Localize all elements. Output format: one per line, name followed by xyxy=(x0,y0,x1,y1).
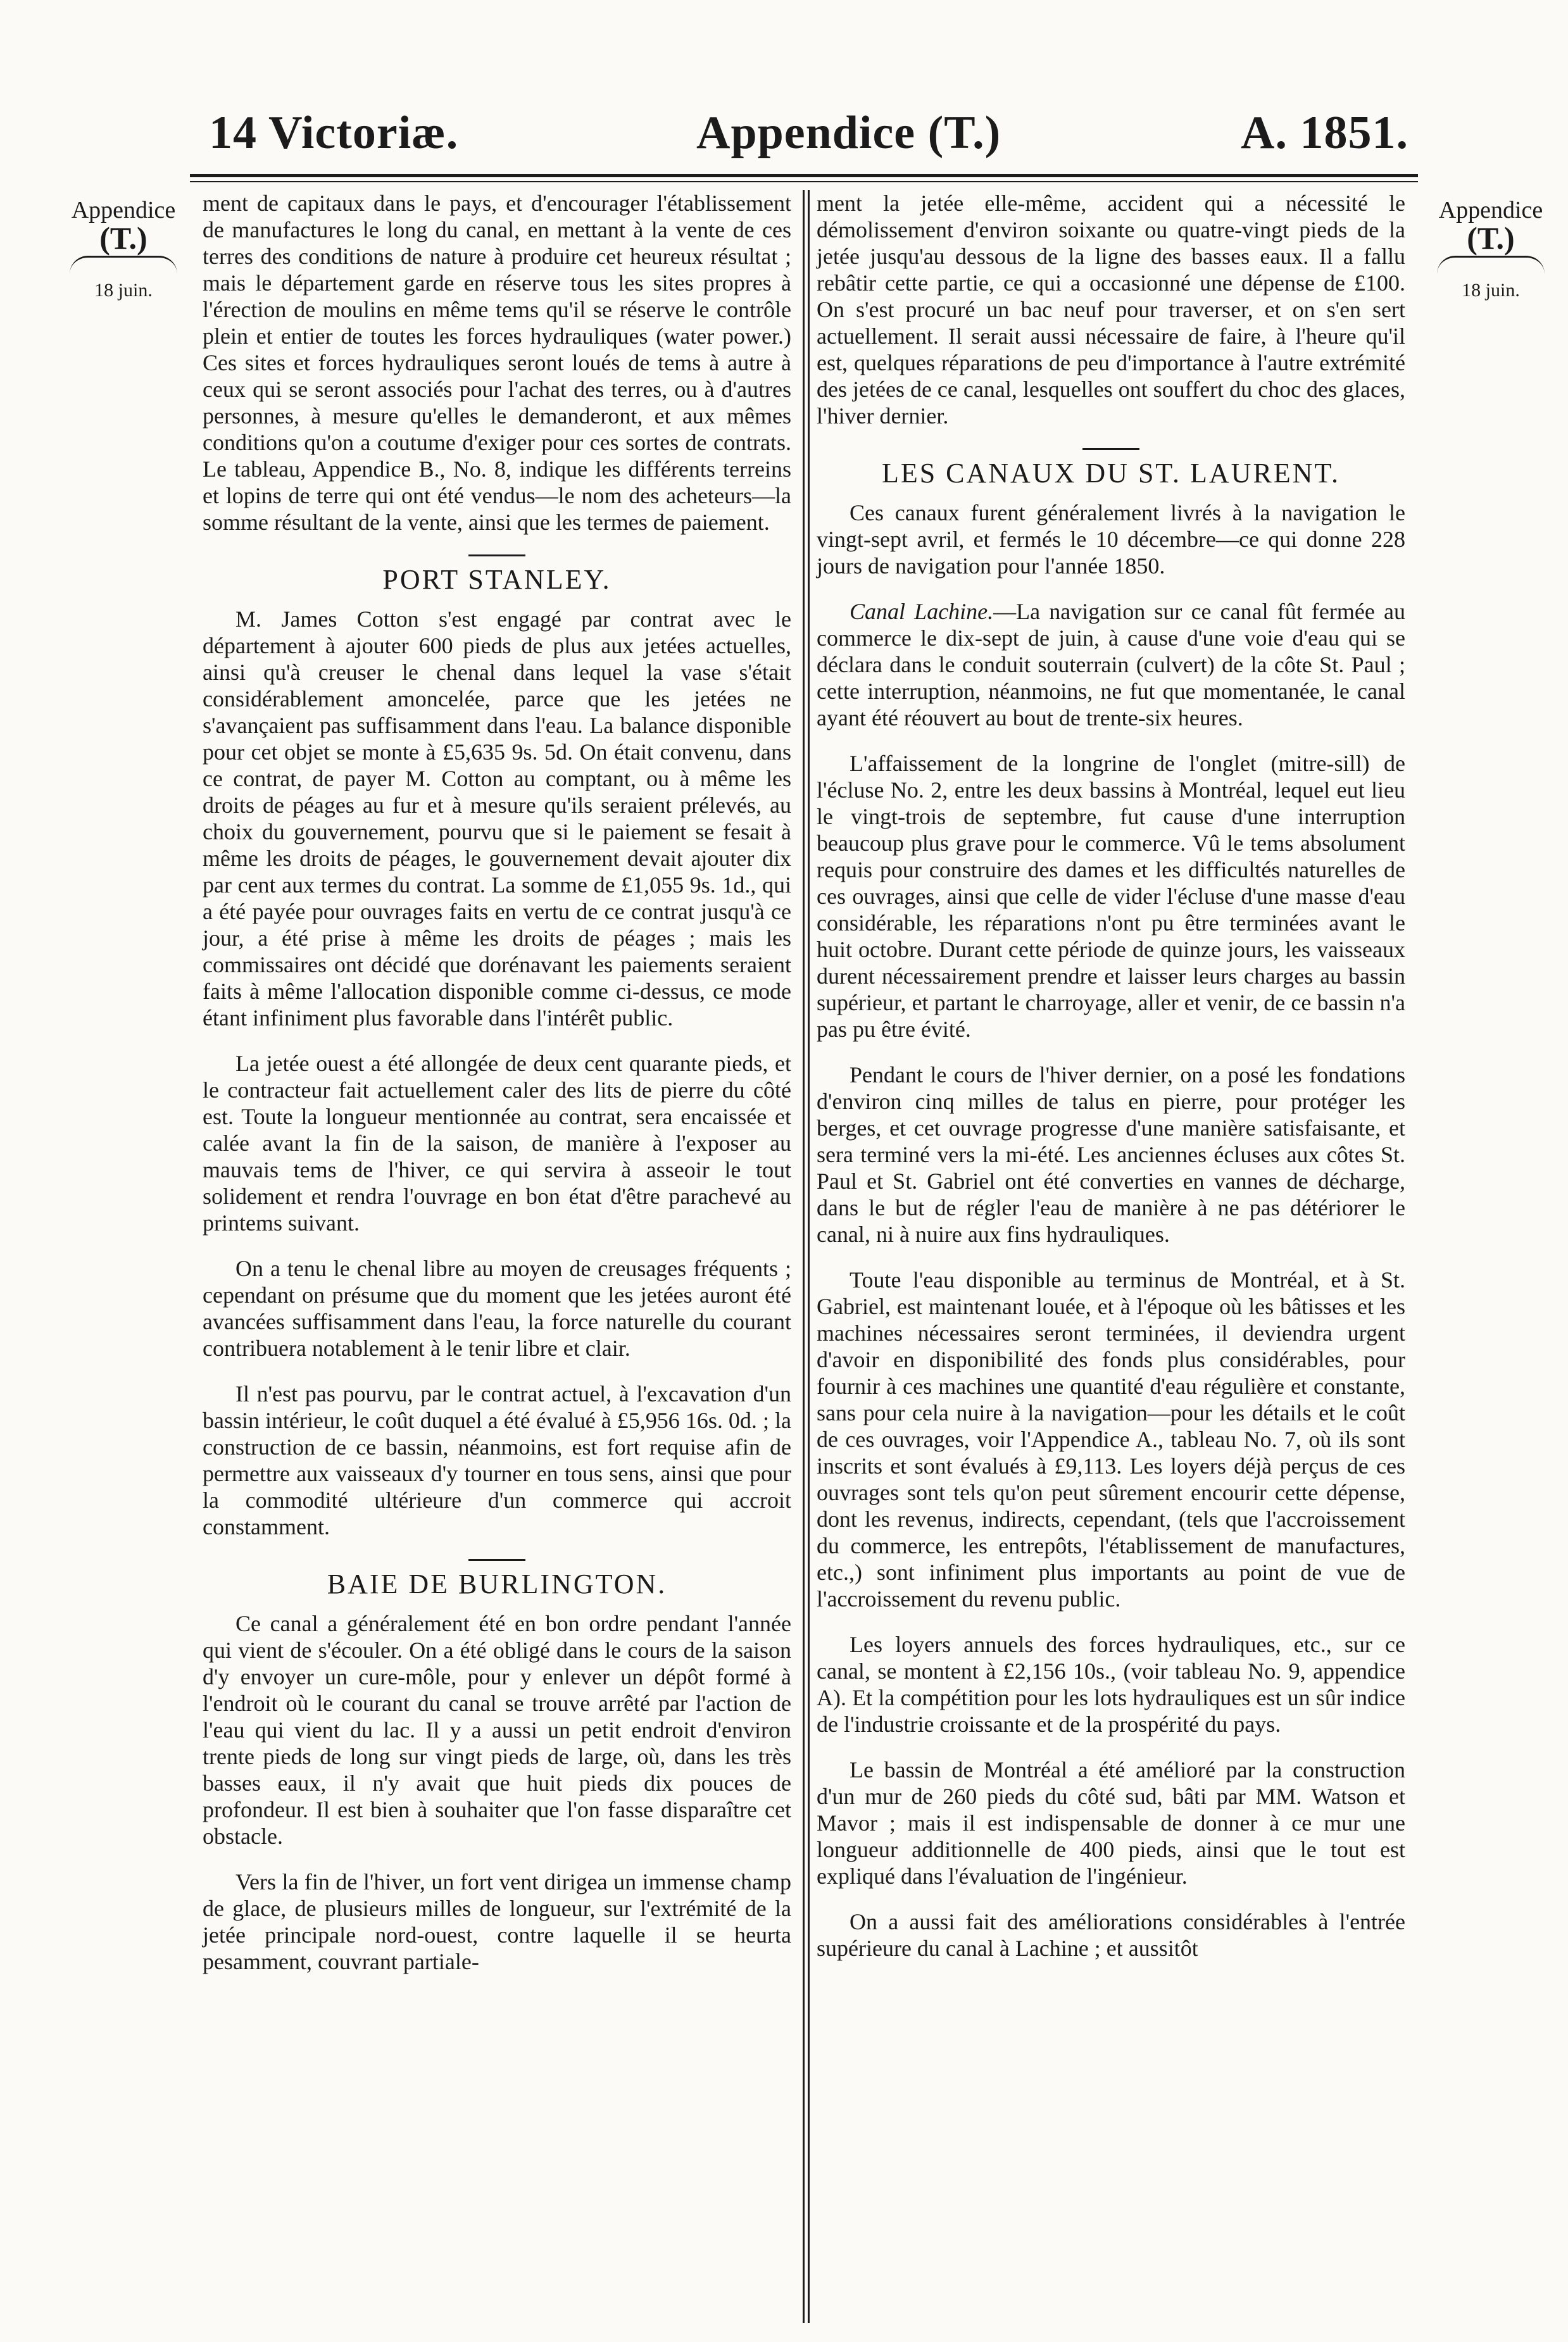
column-rule xyxy=(808,190,810,2323)
header-volume: 14 Victoriæ. xyxy=(209,107,459,159)
paragraph: Vers la fin de l'hiver, un fort vent dirigea un immense champ de glace, de plusieurs milles de longueur, sur l'extrémité de la jetée principale nord-ouest, contre laquelle il se heurta pesamment, couvrant partiale- xyxy=(203,1869,791,1974)
paragraph: On a aussi fait des améliorations considérables à l'entrée supérieure du canal à Lachine ; et aussitôt xyxy=(817,1909,1405,1961)
right-column xyxy=(817,190,1405,1981)
margin-brace xyxy=(1437,256,1545,274)
paragraph: Les loyers annuels des forces hydrauliques, etc., sur ce canal, se montent à £2,156 10s., (voir tableau No. 9, appendice A). Et la compétition pour les lots hydrauliques est un sûr indice de l'industrie croissante et de la prospérité du pays. xyxy=(817,1632,1405,1737)
section-heading: BAIE DE BURLINGTON. xyxy=(327,1569,667,1600)
left-margin-note xyxy=(63,196,184,304)
section-rule xyxy=(468,1559,525,1561)
margin-brace xyxy=(70,256,177,274)
margin-mark: (T.) xyxy=(99,220,147,256)
header-year: A. 1851. xyxy=(1241,107,1408,159)
margin-label: Appendice xyxy=(71,197,176,223)
paragraph: M. James Cotton s'est engagé par contrat avec le département à ajouter 600 pieds de plus aux jetées actuelles, ainsi qu'à creuser le chenal dans lequel la vase s'était considérablement amoncelée, parce que les jetées ne s'avançaient pas suffisamment dans l'eau. La balance disponible pour cet objet se monte à £5,635 9s. 5d. On était convenu, dans ce contrat, de payer M. Cotton au comptant, ou à même les droits de péages au fur et à mesure qu'ils seraient prélevés, au choix du gouvernement, pourvu que si le paiement se fesait à même les droits de péages, le gouvernement devait ajouter dix par cent aux termes du contrat. La somme de £1,055 9s. 1d., qui a été payée pour ouvrages faits en vertu de ce contrat jusqu'à ce jour, a été prise à même les droits de péages ; mais les commissaires ont décidé que dorénavant les paiements seraient faits à même l'allocation disponible comme ci-dessus, ce mode étant infiniment plus favorable dans l'intérêt public. xyxy=(203,606,791,1030)
section-rule xyxy=(468,554,525,556)
right-margin-note xyxy=(1431,196,1551,304)
section-heading: LES CANAUX DU ST. LAURENT. xyxy=(881,458,1341,489)
paragraph: Il n'est pas pourvu, par le contrat actuel, à l'excavation d'un bassin intérieur, le coût duquel a été évalué à £5,956 16s. 0d. ; la construction de ce bassin, néanmoins, est fort requise afin de permettre aux vaisseaux d'y tourner en tous sens, ainsi que pour la commodité ultérieure d'un commerce qui accroit constamment. xyxy=(203,1381,791,1539)
paragraph: Toute l'eau disponible au terminus de Montréal, et à St. Gabriel, est maintenant louée, et à l'époque où les bâtisses et les machines nécessaires seront terminées, il deviendra urgent d'avoir en disponibilité des fonds plus considérables, pour fournir à ces machines une quantité d'eau régulière et constante, sans pour cela nuire à la navigation—pour les détails et le coût de ces ouvrages, voir l'Appendice A., tableau No. 7, où ils sont inscrits et sont évalués à £9,113. Les loyers déjà perçus de ces ouvrages sont tels qu'on peut sûrement encourir cette dépense, dont les revenus, indirects, cependant, (tels que l'accroissement du commerce, les entrepôts, l'établissement de manufactures, etc.,) sont infiniment plus importants au point de vue de l'accroissement du revenu public. xyxy=(817,1267,1405,1612)
left-column xyxy=(203,190,791,1994)
column-rule xyxy=(803,190,805,2323)
paragraph: La jetée ouest a été allongée de deux cent quarante pieds, et le contracteur fait actuellement caler des lits de pierre du côté est. Toute la longueur mentionnée au contrat, sera encaissée et calée avant la fin de la saison, de manière à l'exposer au mauvais tems de l'hiver, ce qui servira à asseoir le tout solidement et rendra l'ouvrage en bon état d'être parachevé au printems suivant. xyxy=(203,1051,791,1236)
paragraph: Pendant le cours de l'hiver dernier, on a posé les fondations d'environ cinq milles de talus en pierre, pour protéger les berges, et cet ouvrage progresse d'une manière satisfaisante, et sera terminé vers la mi-été. Les anciennes écluses aux côtes St. Paul et St. Gabriel ont été converties en vannes de décharge, dans le but de régler l'eau de manière à ne pas détériorer le canal, ni à nuire aux fins hydrauliques. xyxy=(817,1062,1405,1247)
header-rule-thin xyxy=(190,181,1418,182)
paragraph xyxy=(817,598,1405,731)
paragraph: Ces canaux furent généralement livrés à la navigation le vingt-sept avril, et fermés le 10 décembre—ce qui donne 228 jours de navigation pour l'année 1850. xyxy=(817,500,1405,579)
margin-date: 18 juin. xyxy=(1462,280,1520,301)
paragraph: ment la jetée elle-même, accident qui a nécessité le démolissement d'environ soixante ou quatre-vingt pieds de la jetée jusqu'au dessous de la ligne des basses eaux. Il a fallu rebâtir cette partie, ce qui a occasionné une dépense de £100. On s'est procuré un bac neuf pour traverser, et on s'en sert actuellement. Il serait aussi nécessaire de faire, à l'heure qu'il est, quelques réparations de peu d'importance à l'autre extrémité des jetées de ce canal, lesquelles ont souffert du choc des glaces, l'hiver dernier. xyxy=(817,191,1405,429)
paragraph: On a tenu le chenal libre au moyen de creusages fréquents ; cependant on présume que du moment que les jetées auront été avancées suffisamment dans l'eau, la force naturelle du courant contribuera notablement à le tenir libre et clair. xyxy=(203,1256,791,1361)
canal-lachine-title: Canal Lachine. xyxy=(850,599,994,624)
paragraph: Le bassin de Montréal a été amélioré par la construction d'un mur de 260 pieds du côté sud, bâti par MM. Watson et Mavor ; mais il est indispensable de donner à ce mur une longueur additionnelle de 400 pieds, ainsi que le tout est expliqué dans l'évaluation de l'ingénieur. xyxy=(817,1757,1405,1889)
header-title: Appendice (T.) xyxy=(696,107,1001,159)
header-rule xyxy=(190,174,1418,177)
paragraph: Ce canal a généralement été en bon ordre pendant l'année qui vient de s'écouler. On a été obligé dans le cours de la saison d'y envoyer un cure-môle, pour y enlever un dépôt formé à l'endroit où le courant du canal se trouve arrêté par l'action de l'eau qui vient du lac. Il y a aussi un petit endroit d'environ trente pieds de long sur vingt pieds de large, où, dans les très basses eaux, il n'y avait que huit pieds dix pouces de profondeur. Il est bien à souhaiter que l'on fasse disparaître cet obstacle. xyxy=(203,1611,791,1849)
margin-mark: (T.) xyxy=(1467,220,1515,256)
paragraph: ment de capitaux dans le pays, et d'encourager l'établissement de manufactures le long du canal, en mettant à la vente de ces terres des conditions de nature à produire cet heureux résultat ; mais le département garde en réserve tous les sites propres à l'érection de moulins en même tems qu'il se réserve le contrôle plein et entier de toutes les forces hydrauliques (water power.) Ces sites et forces hydrauliques seront loués de tems à autre à ceux qui se seront associés pour l'achat des terres, ou à d'autres personnes, à mesure qu'elles le demanderont, et aux mêmes conditions qu'on a coutume d'exiger pour ces sortes de contrats. Le tableau, Appendice B., No. 8, indique les différents terreins et lopins de terre qui ont été vendus—le nom des acheteurs—la somme résultant de la vente, ainsi que les termes de paiement. xyxy=(203,191,791,535)
margin-date: 18 juin. xyxy=(94,280,153,301)
margin-label: Appendice xyxy=(1438,197,1543,223)
section-heading: PORT STANLEY. xyxy=(382,564,612,595)
paragraph: L'affaissement de la longrine de l'onglet (mitre-sill) de l'écluse No. 2, entre les deux bassins à Montréal, lequel eut lieu le vingt-trois de septembre, fut cause d'une interruption beaucoup plus grave pour le commerce. Vû le tems absolument requis pour construire des dames et les difficultés naturelles de ces ouvrages, ainsi que celle de vider l'écluse d'une masse d'eau considérable, les réparations n'ont pu être terminées avant le huit octobre. Durant cette période de quinze jours, les vaisseaux durent nécessairement prendre et laisser leurs charges au bassin supérieur, et partant le charroyage, aller et venir, de ce bassin n'a pas pu être évité. xyxy=(817,751,1405,1042)
section-rule xyxy=(1082,448,1139,450)
paragraph-text: —La navigation sur ce canal fût fermée au commerce le dix-sept de juin, à cause d'une voie d'eau qui se déclara dans le conduit souterrain (culvert) de la côte St. Paul ; cette interruption, néanmoins, ne fut que momentanée, le canal ayant été réouvert au bout de trente-six heures. xyxy=(817,599,1405,730)
